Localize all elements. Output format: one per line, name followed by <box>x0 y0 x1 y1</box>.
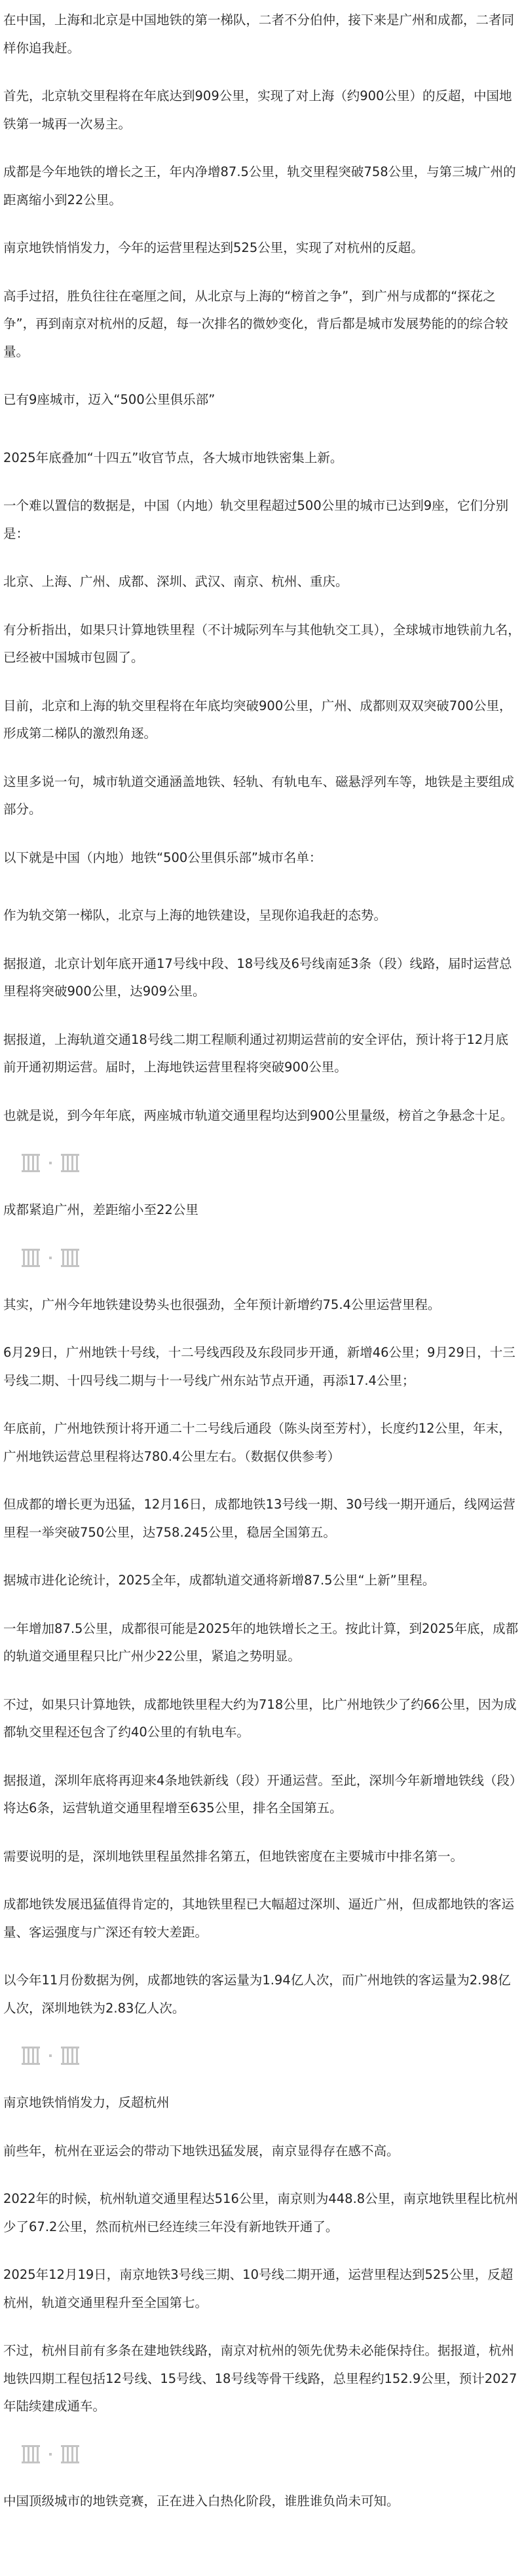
section-heading: 南京地铁悄悄发力，反超杭州 <box>3 2095 170 2110</box>
paragraph: 也就是说，到今年年底，两座城市轨道交通里程均达到900公里量级，榜首之争悬念十足。 <box>3 1107 514 1123</box>
paragraph: 据报道，上海轨道交通18号线二期工程顺利通过初期运营前的安全评估，预计将于12月底前开通初期运营。届时，上海地铁运营里程将突破900公里。 <box>3 1031 509 1075</box>
intro-paragraph: 首先，北京轨交里程将在年底达到909公里，实现了对上海（约900公里）的反超，中国地铁第一城再一次易主。 <box>3 88 512 132</box>
paragraph: 据城市进化论统计，2025全年，成都轨道交通将新增87.5公里“上新”里程。 <box>3 1573 436 1588</box>
intro-paragraph: 成都是今年地铁的增长之王，年内净增87.5公里，轨交里程突破758公里，与第三城广州的距离缩小到22公里。 <box>3 164 516 207</box>
paragraph: 年底前，广州地铁预计将开通二十二号线后通段（陈头岗至芳村），长度约12公里，年末，广州地铁运营总里程将达780.4公里左右。（数据仅供参考） <box>3 1421 512 1464</box>
paragraph: 目前，北京和上海的轨交里程将在年底均突破900公里，广州、成都则双双突破700公里，形成第二梯队的激烈角逐。 <box>3 698 512 741</box>
article-image <box>3 2043 521 2069</box>
paragraph: 有分析指出，如果只计算地铁里程（不计城际列车与其他轨交工具），全球城市地铁前九名，已经被中国城市包圆了。 <box>3 622 521 665</box>
paragraph: 一个难以置信的数据是，中国（内地）轨交里程超过500公里的城市已达到9座，它们分别是： <box>3 498 509 541</box>
paragraph: 作为轨交第一梯队，北京与上海的地铁建设，呈现你追我赶的态势。 <box>3 908 387 923</box>
closing-paragraph: 中国顶级城市的地铁竞赛，正在进入白热化阶段，谁胜谁负尚未可知。 <box>3 2493 400 2509</box>
intro-paragraph: 高手过招，胜负往往在毫厘之间，从北京与上海的“榜首之争”，到广州与成都的“探花之争”，再到南京对杭州的反超，每一次排名的微妙变化，背后都是城市发展势能的的综合较量。 <box>3 288 508 359</box>
paragraph: 据报道，北京计划年底开通17号线中段、18号线及6号线南延3条（段）线路，届时运营总里程将突破900公里，达909公里。 <box>3 956 512 999</box>
paragraph: 2025年底叠加“十四五”收官节点，各大城市地铁密集上新。 <box>3 450 343 465</box>
paragraph: 6月29日，广州地铁十号线，十二号线西段及东段同步开通，新增46公里；9月29日，十三号线二期、十四号线二期与十一号线广州东站节点开通，再添17.4公里； <box>3 1345 515 1388</box>
paragraph: 以下就是中国（内地）地铁“500公里俱乐部”城市名单： <box>3 850 322 865</box>
paragraph: 以今年11月份数据为例，成都地铁的客运量为1.94亿人次，而广州地铁的客运量为2.98亿人次，深圳地铁为2.83亿人次。 <box>3 1973 511 2016</box>
article-image <box>3 1150 521 1176</box>
paragraph: 2025年12月19日，南京地铁3号线三期、10号线二期开通，运营里程达到525公里，反超杭州，轨道交通里程升至全国第七。 <box>3 2267 514 2310</box>
paragraph: 但成都的增长更为迅猛，12月16日，成都地铁13号线一期、30号线一期开通后，线网运营里程一举突破750公里，达758.245公里，稳居全国第五。 <box>3 1497 515 1540</box>
intro-paragraph: 南京地铁悄悄发力，今年的运营里程达到525公里，实现了对杭州的反超。 <box>3 240 424 255</box>
city-list-paragraph: 北京、上海、广州、成都、深圳、武汉、南京、杭州、重庆。 <box>3 574 348 589</box>
paragraph: 这里多说一句，城市轨道交通涵盖地铁、轻轨、有轨电车、磁悬浮列车等，地铁是主要组成部分。 <box>3 774 515 817</box>
paragraph: 不过，杭州目前有多条在建地铁线路，南京对杭州的领先优势未必能保持住。据报道，杭州地铁四期工程包括12号线、15号线、18号线等骨干线路，总里程约152.9公里，预计2027年陆续建成通车。 <box>3 2343 517 2414</box>
watermark-logo <box>22 2445 82 2463</box>
watermark-logo <box>22 1249 82 1267</box>
watermark-logo <box>22 2047 82 2065</box>
article-image <box>3 2441 521 2467</box>
paragraph: 一年增加87.5公里，成都很可能是2025年的地铁增长之王。按此计算，到2025年底，成都的轨道交通里程只比广州少22公里，紧追之势明显。 <box>3 1620 519 1664</box>
section-heading: 已有9座城市，迈入“500公里俱乐部” <box>3 392 215 407</box>
paragraph: 其实，广州今年地铁建设势头也很强劲，全年预计新增约75.4公里运营里程。 <box>3 1297 441 1312</box>
watermark-logo <box>22 1154 82 1172</box>
paragraph: 前些年，杭州在亚运会的带动下地铁迅猛发展，南京显得存在感不高。 <box>3 2143 400 2158</box>
article-image <box>3 1245 521 1271</box>
intro-paragraph: 在中国，上海和北京是中国地铁的第一梯队，二者不分伯仲，接下来是广州和成都，二者同样你追我赶。 <box>3 12 515 56</box>
paragraph: 需要说明的是，深圳地铁里程虽然排名第五，但地铁密度在主要城市中排名第一。 <box>3 1848 464 1864</box>
section-heading: 成都紧追广州，差距缩小至22公里 <box>3 1202 198 1217</box>
paragraph: 据报道，深圳年底将再迎来4条地铁新线（段）开通运营。至此，深圳今年新增地铁线（段）将达6条，运营轨道交通里程增至635公里，排名全国第五。 <box>3 1772 516 1816</box>
paragraph: 成都地铁发展迅猛值得肯定的，其地铁里程已大幅超过深圳、逼近广州，但成都地铁的客运量、客运强度与广深还有较大差距。 <box>3 1897 515 1940</box>
paragraph: 2022年的时候，杭州轨道交通里程达516公里，南京则为448.8公里，南京地铁里程比杭州少了67.2公里，然而杭州已经连续三年没有新地铁开通了。 <box>3 2191 519 2234</box>
paragraph: 不过，如果只计算地铁，成都地铁里程大约为718公里，比广州地铁少了约66公里，因为成都轨交里程还包含了约40公里的有轨电车。 <box>3 1696 517 1740</box>
